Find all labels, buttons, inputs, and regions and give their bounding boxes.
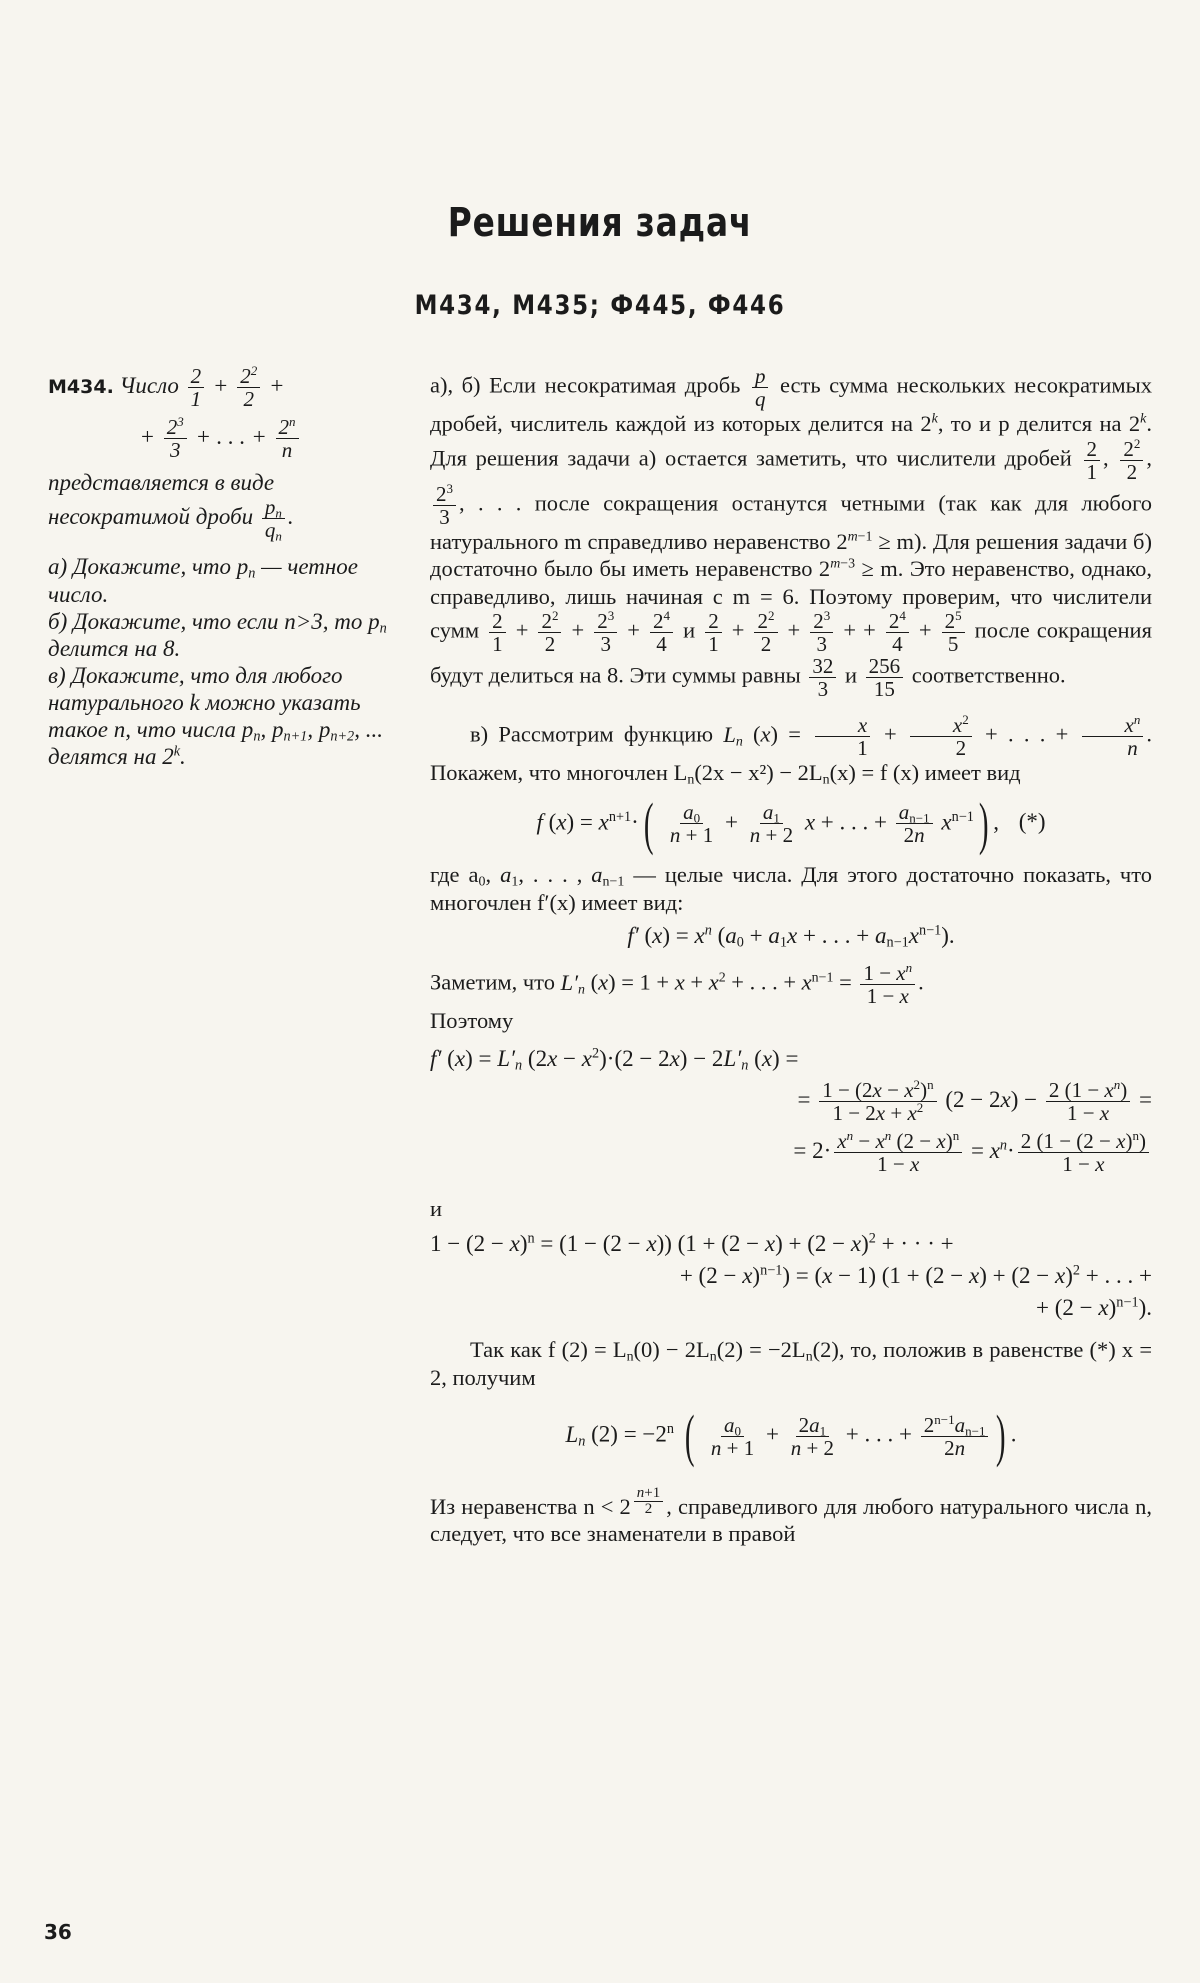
formula-identity-1: $1 - (2 - x)^n = (1 - (2 - x))$ ($1 + (2 - x) + (2 - x)^2$ + · · · + bbox=[430, 1230, 954, 1257]
problem-item-c: в) Докажите, что для любого натурального k можно указать такое n, что числа $p_n$, $p_{n+1}$, $p_{n+2}$, ... делятся на 2$^k$. bbox=[48, 662, 383, 770]
solution-paragraph-3: где $a_0$, $a_1$, . . . , $a_{n-1}$ — целые числа. Для этого достаточно показать, что многочлен f′(x) имеет вид: bbox=[430, 862, 1153, 915]
formula-derivation-1: f′ $(x) = L'_n$ $(2x - x^2)\cdot(2 - 2x) - 2L'_n$ (x) = bbox=[430, 1045, 799, 1074]
page-number: 36 bbox=[44, 1920, 72, 1944]
formula-derivation-2: = $\frac{1 - (2x - x^2)^n}{1 - 2x + x^2}$ (2 − 2x) − $\frac{2 (1 - x^n)}{1 - x}$ = bbox=[797, 1076, 1152, 1125]
problem-lead: Число bbox=[119, 372, 179, 398]
problem-text: представляется в виде несократимой дроби $\frac{p_n}{q_n}$ . bbox=[48, 470, 294, 544]
formula-identity-2: + $(2 - x)^{n-1}) = (x - 1)$ ($1 + (2 - x) + (2 - x)^2$ + . . . + bbox=[679, 1262, 1152, 1289]
problem-item-a: а) Докажите, что $p_n$ — четное число. bbox=[48, 554, 358, 607]
solution-paragraph-5: Так как f $(2) = L_n(0) - 2L_n(2) = -2L_n(2)$, то, положив в равенстве (*) x = 2, получим bbox=[430, 1337, 1153, 1390]
problem-item-b: б) Докажите, что если n>3, то $p_n$ делится на 8. bbox=[48, 608, 387, 661]
problem-statement: М434. Число $\frac{2}{1}$ + $\frac{2^2}{2}$ + + $\frac{2^3}{3}$ + . . . + $\frac{2^n}{n}$ представляется в виде несократимой дроби $\frac{p_n}{q_n}$ . а) Докажите, что $p_n$ — четное число. б) Докажите, что если n>3, то $p_n$ делится на 8. в) Докажите, что для любого натурального k можно указать такое n, что числа $p_n$, $p_{n+1}$, $p_{n+2}$, ... делятся на 2$^k$. bbox=[48, 365, 393, 770]
formula-identity-3: + $(2 - x)^{n-1}$). bbox=[1036, 1294, 1152, 1321]
problem-label: М434. bbox=[48, 375, 114, 398]
solution-paragraph-1: а), б) Если несократимая дробь $\frac{p}{q}$ есть сумма нескольких несократимых дробей, числитель каждой из которых делится на 2$^k$, то и p делится на 2$^k$. Для решения задачи а) остается заметить, что числители дробей $\frac{2}{1}$ , $\frac{2^2}{2}$ , $\frac{2^3}{3}$ , . . . после сокращения останутся четными (так как для любого натурального m справедливо неравенство $2^{m-1} \ge m$). Для решения задачи б) достаточно было бы иметь неравенство $2^{m-3} \ge m$. Это неравенство, однако, справедливо, лишь начиная с m = 6. Поэтому проверим, что числители сумм $\frac{2}{1}$ + $\frac{2^2}{2}$ + $\frac{2^3}{3}$ + $\frac{2^4}{4}$ и $\frac{2}{1}$ + $\frac{2^2}{2}$ + $\frac{2^3}{3}$ + + $\frac{2^4}{4}$ + $\frac{2^5}{5}$ после сокращения будут делиться на 8. Эти суммы равны $\frac{32}{3}$ и $\frac{256}{15}$ соответственно. bbox=[430, 364, 1153, 702]
word-and: и bbox=[430, 1195, 443, 1221]
formula-derivation-3: = 2· $\frac{x^n - x^n (2 - x)^n}{1 - x}$ = $x^n\cdot$ $\frac{2 (1 - (2 - x)^n)}{1 - x}$ bbox=[430, 1130, 1152, 1175]
formula-Ln2: $L_n$ $(2) = -2^n$ ( $\frac{a_0}{n + 1}$ + $\frac{2a_1}{n + 2}$ + . . . + $\frac{2^{n-1}a_{n-1}}{2n}$ ) . bbox=[565, 1403, 1017, 1469]
formula-f: f $(x) = x^{n+1}\cdot$( $\frac{a_0}{n + 1}$ + $\frac{a_1}{n + 2}$ x + . . . + $\frac{a_{n-1}}{2n}$ $x^{n-1}$) , (*) bbox=[536, 790, 1046, 856]
section-subtitle: М434, М435; Ф445, Ф446 bbox=[414, 290, 786, 321]
solution-paragraph-4: Заметим, что $L'_n$ $(x) = 1 + x + x^2$ + . . . + $x^{n-1}$ = $\frac{1 - x^n}{1 - x}$ . Поэтому bbox=[430, 960, 924, 1034]
page-title: Решения задач bbox=[447, 200, 753, 246]
solution-paragraph-2: в) Рассмотрим функцию $L_n$ (x) = $\frac{x}{1}$ + $\frac{x^2}{2}$ + . . . + $\frac{x^n}{n}$ . Покажем, что многочлен $L_n(2x - x^2) - 2L_n(x) = f$ (x) имеет вид bbox=[430, 712, 1152, 788]
formula-fprime: f′ $(x) = x^n$ ($a_0 + a_1x$ + . . . + $a_{n-1}x^{n-1}$). bbox=[627, 922, 955, 951]
solution-text bbox=[430, 365, 1152, 1551]
problem-lead-line: М434. Число $\frac{2}{1}$ + $\frac{2^2}{2}$ + bbox=[48, 363, 285, 412]
solution-paragraph-6: Из неравенства n < 2 $^{\frac{n+1}{2}}$ , справедливого для любого натурального числа n, следует, что все знаменатели в правой bbox=[430, 1484, 1152, 1546]
